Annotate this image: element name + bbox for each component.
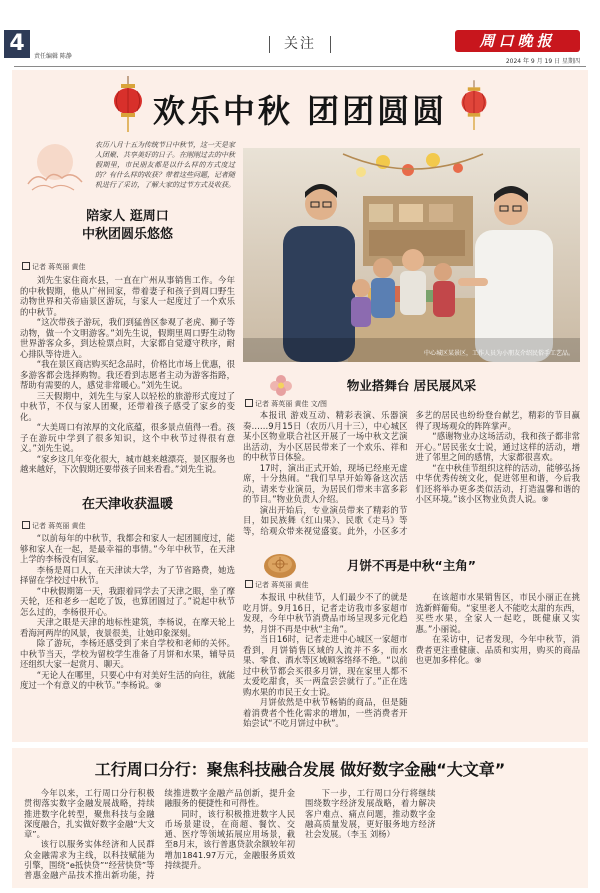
paragraph: 下一步，工行周口分行将继续围绕数字经济发展战略，着力解决客户难点、痛点问题，推动数字金融高质量发展，更好服务地方经济社会发展。（李玉 刘杨） [305,788,436,840]
cloud-decoration [22,140,88,196]
paragraph: 同时，该行积极推进数字人民币场景建设，在商超、餐饮、交通、医疗等领域拓展应用场景，截至8月末，该行普惠贷款余额较年初增加1841.97万元，金融服务质效持续提升。 [164,808,295,871]
paragraph: “感谢物业办这场活动，我和孩子都非常开心。”居民张女士说，通过这样的活动，增进了邻里之间的感情，大家都很喜欢。 [415,431,580,462]
paragraph: “无论人在哪里，只要心中有对美好生活的向往，就能度过一个有意义的中秋节。”李杨说。⑨ [20,669,235,690]
article-title: 月饼不再是中秋“主角” [347,558,476,573]
paragraph: 本报讯 游戏互动、精彩表演、乐器演奏……9月15日（农历八月十三），中心城区某小区物业联合社区开展了一场中秋文艺演出活动，为小区居民带来了一个欢乐、祥和的中秋节日体验。 [243,410,408,462]
paragraph: 本报讯 中秋佳节，人们最少不了的就是吃月饼。9月16日，记者走访我市多家超市发现，今年中秋节消费品市场呈现多元化趋势，月饼不再是中秋“主角”。 [243,592,408,634]
byline [22,262,85,272]
paragraph: 17时，演出正式开始，现场已经座无虚席，十分热闹。“我们早早开始筹备这次活动，请来专业演员，为居民们带来丰富多彩的节目。”物业负责人介绍。 [243,462,408,504]
byline-text: 记者 蒋英丽 黄佳 文/图 [255,400,328,408]
bottom-article-title: 工行周口分行：聚焦科技融合发展 做好数字金融“大文章” [94,760,506,779]
feature-headline: 欢乐中秋 团团圆圆 [152,92,448,130]
paragraph: “在中秋佳节组织这样的活动，能够弘扬中华优秀传统文化，促进邻里和谐，今后我们还将举办更多类似活动，打造温馨和谐的小区环境。”该小区物业负责人说。⑨ [415,462,580,504]
paragraph: 三天假期中，刘先生与家人以轻松的旅游形式度过了中秋节，不仅与家人团聚，还带着孩子感受了家乡的变化。 [20,390,235,422]
article-body [20,533,235,736]
paragraph: 在采访中，记者发现，今年中秋节，消费者更注重健康、品质和实用，购买的商品也更加多样化。⑨ [415,634,580,665]
paragraph: “家乡这几年变化很大，城市越来越漂亮，景区服务也越来越好，下次假期还要带孩子回来看看。”刘先生说。 [20,453,235,474]
paragraph: 该行以服务实体经济和人民群众金融需求为主线，以科技赋能为引擎，围绕“e抵快贷”“经营快贷”等普惠金融产品技术推出新功能，持续推进数字金融产品创新，提升金融服务的便捷性和可得性。 [24,788,295,881]
paragraph: 当日16时，记者走进中心城区一家超市看到，月饼销售区域的人流并不多，而水果、零食、酒水等区域顾客络绎不绝。“以前过中秋节都会买很多月饼，现在家里人都不太爱吃甜食，买一两盒尝尝就行了。”正在选购水果的市民王女士说。 [243,634,408,697]
bottom-article-body [24,788,576,883]
paragraph: 演出开始后，专业演员带来了精彩的节目，如民族舞《红山果》、民歌《走马》等等，给观众带来视觉盛宴。此外，小区多才多艺的居民也纷纷登台献艺，精彩的节目赢得了现场观众的阵阵掌声。 [243,410,580,536]
paragraph: “大美周口有浓厚的文化底蕴，很多景点值得一看。孩子在游玩中学到了很多知识，这个中秋节过得很有意义。”刘先生说。 [20,422,235,453]
article-title-line: 陪家人 逛周口 [86,209,169,224]
header-divider [14,66,586,67]
byline-text: 记者 蒋英丽 黄佳 [32,263,86,271]
issue-date: 2024 年 9 月 19 日 星期四 [505,58,580,65]
byline-marker [245,580,253,588]
byline [22,521,85,531]
photo-illustration [243,148,580,362]
paragraph: 除了游玩，李杨还感受到了来自学校和老师的关怀。中秋节当天，学校为留校学生准备了月饼和水果，辅导员还组织大家一起赏月、聊天。 [20,638,235,669]
byline-marker [22,262,30,270]
byline [245,580,308,590]
byline-marker [245,399,253,407]
feature-intro: 农历八月十五为传统节日中秋节，这一天是家人团聚、共享美好的日子。在刚刚过去的中秋假期里，市民朋友都是以什么样的方式度过的？有什么样的收获？带着这些问题，记者随机进行了采访，了解大家的过节方式及收获。 [95,141,235,189]
byline-text: 记者 蒋英丽 黄佳 [32,522,86,530]
article-title-line: 中秋团圆乐悠悠 [81,227,173,242]
page-number: 4 [4,30,30,58]
photo-caption: 中心城区某景区，工作人员为小朋友介绍民俗手工艺品。 [423,350,574,357]
byline-marker [22,521,30,529]
paragraph: “以前每年的中秋节，我都会和家人一起团圆度过，能够和家人在一起，是最幸福的事情。”今年中秋节，在天津上学的李杨没有回家。 [20,533,235,564]
article-title: 在天津收获温暖 [81,497,173,512]
section-label [240,33,360,53]
editor-credit: 责任编辑 陈静 [34,53,72,60]
paragraph: 在该超市水果销售区，市民小丽正在挑选新鲜葡萄。“家里老人不能吃太甜的东西，买些水果，全家人一起吃，既健康又实惠。”小丽说。 [415,592,580,634]
paragraph: 月饼依然是中秋节畅销的商品，但是随着消费者个性化需求的增加，一些消费者开始尝试“不吃月饼过中秋”。 [243,697,408,728]
paragraph: “这次带孩子游玩，我们到猛兽区参观了老虎、狮子等动物，做一个文明游客。”刘先生说，假期里周口野生动物世界游客众多，到达检票点时，大家都自觉遵守秩序，耐心排队等待进入。 [20,317,235,359]
paragraph: 今年以来，工行周口分行积极贯彻落实数字金融发展战略，持续推进数字化转型，聚焦科技与金融深度融合，扎实做好数字金融“大文章”。 [24,788,155,840]
section-title: 关注 [269,36,331,53]
article-title: 物业搭舞台 居民展风采 [346,378,477,393]
paragraph: 天津之眼是天津的地标性建筑，李杨说，在摩天轮上看海河两岸的风景，夜景很美，让她印象深刻。 [20,617,235,638]
article-body [20,275,235,485]
article-title [20,208,235,244]
byline [245,399,327,409]
paragraph: “中秋假期第一天，我跟着同学去了天津之眼，坐了摩天轮，还和老乡一起吃了饭，也算团圆过了。”说起中秋节怎么过的，李杨很开心。 [20,585,235,617]
article-body [243,410,580,547]
paragraph: “我在景区商店购买纪念品时，价格比市场上优惠，很多游客都会选择购物。我还看到志愿者主动为游客指路，帮助有需要的人，感觉非常暖心。”刘先生说。 [20,359,235,390]
article-body [243,592,580,737]
newspaper-logo: 周口晚报 [455,30,580,52]
news-photo [243,148,580,362]
paragraph: 李杨是周口人，在天津读大学，为了节省路费，她选择留在学校过中秋节。 [20,564,235,585]
byline-text: 记者 蒋英丽 黄佳 [255,581,309,589]
paragraph: 刘先生家住商水县，一直在广州从事销售工作。今年的中秋假期，他从广州回家，带着妻子和孩子到周口野生动物世界和关帝庙景区游玩，与家人一起度过了一个欢乐的中秋节。 [20,275,235,317]
